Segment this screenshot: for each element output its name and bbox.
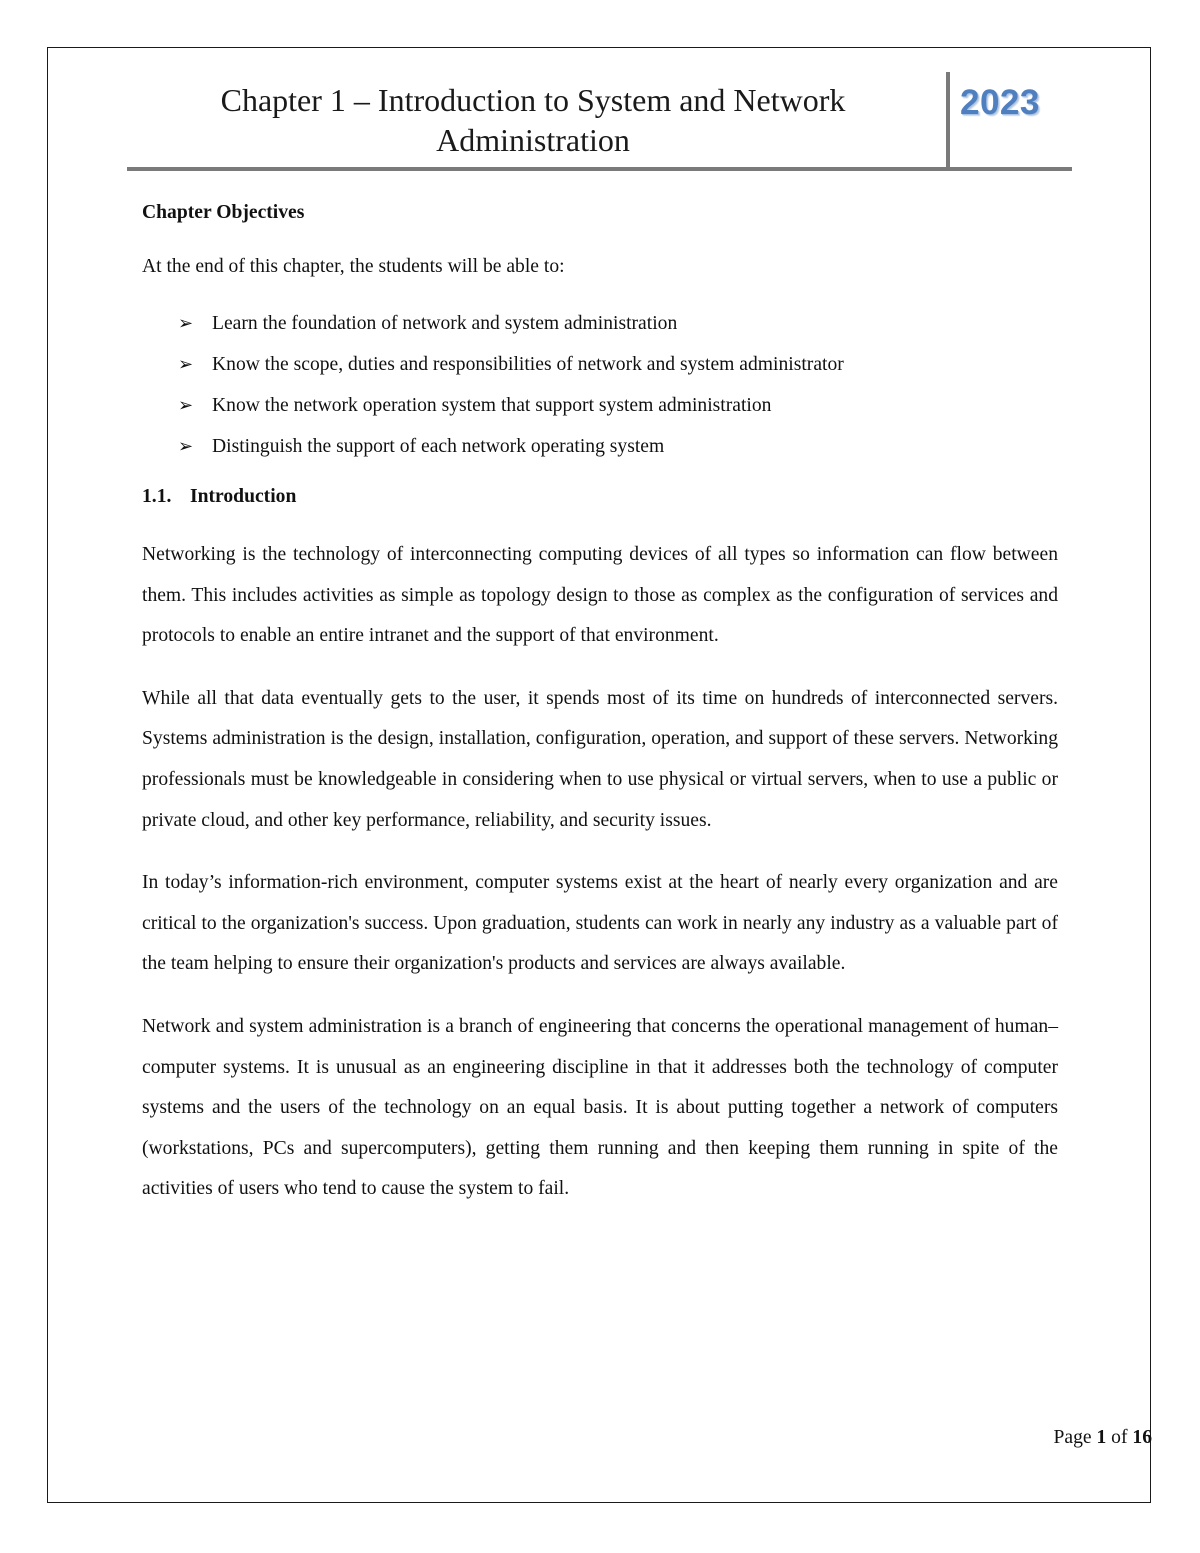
section-number: 1.1.: [142, 486, 172, 507]
page-content: [142, 197, 1058, 1210]
objective-item: [142, 344, 1058, 385]
objective-text: Know the network operation system that support system administration: [212, 395, 772, 416]
objective-text: Distinguish the support of each network operating system: [212, 436, 665, 457]
current-page: 1: [1096, 1427, 1107, 1448]
page-number: [1053, 1424, 1152, 1452]
page-label: Page: [1053, 1427, 1092, 1448]
objective-item: [142, 426, 1058, 467]
header-divider: [946, 72, 950, 168]
paragraph: Networking is the technology of interconnecting computing devices of all types so information can flow between them. This includes activities as simple as topology design to those as complex as the configuration of services and protocols to enable an entire intranet and the support of that environment.: [142, 544, 1058, 647]
arrow-bullet-icon: ➢: [178, 395, 194, 416]
objective-item: [142, 303, 1058, 344]
objectives-intro: At the end of this chapter, the students will be able to:: [142, 256, 565, 277]
paragraph: While all that data eventually gets to the user, it spends most of its time on hundreds of interconnected servers. Systems administration is the design, installation, configuration, operation, and support of these servers. Networking professionals must be knowledgeable in considering when to use physical or virtual servers, when to use a public or private cloud, and other key performance, reliability, and security issues.: [142, 687, 1058, 831]
arrow-bullet-icon: ➢: [178, 436, 194, 457]
header-rule: [127, 167, 1072, 171]
objectives-heading: Chapter Objectives: [142, 202, 305, 223]
section-heading: [142, 481, 1058, 513]
arrow-bullet-icon: ➢: [178, 313, 194, 334]
objective-item: [142, 385, 1058, 426]
paragraph: In today’s information-rich environment, computer systems exist at the heart of nearly every organization and are critical to the organization's success. Upon graduation, students can work in nearly any industry as a valuable part of the team helping to ensure their organization's products and services are always available.: [142, 872, 1058, 975]
chapter-title: Chapter 1 – Introduction to System and Network Administration: [220, 82, 846, 158]
paragraph: Network and system administration is a branch of engineering that concerns the operational management of human–computer systems. It is unusual as an engineering discipline in that it addresses both the technology of computer systems and the users of the technology on an equal basis. It is about putting together a network of computers (workstations, PCs and supercomputers), getting them running and then keeping them running in spite of the activities of users who tend to cause the system to fail.: [142, 1015, 1058, 1200]
objective-text: Learn the foundation of network and system administration: [212, 313, 678, 334]
header-year: 2023: [960, 83, 1040, 122]
section-title: Introduction: [190, 486, 297, 507]
total-pages: 16: [1132, 1427, 1152, 1448]
page-header: [127, 72, 1072, 172]
objective-text: Know the scope, duties and responsibilities of network and system administrator: [212, 354, 844, 375]
arrow-bullet-icon: ➢: [178, 354, 194, 375]
objectives-list: [142, 303, 1058, 467]
of-label: of: [1111, 1427, 1128, 1448]
